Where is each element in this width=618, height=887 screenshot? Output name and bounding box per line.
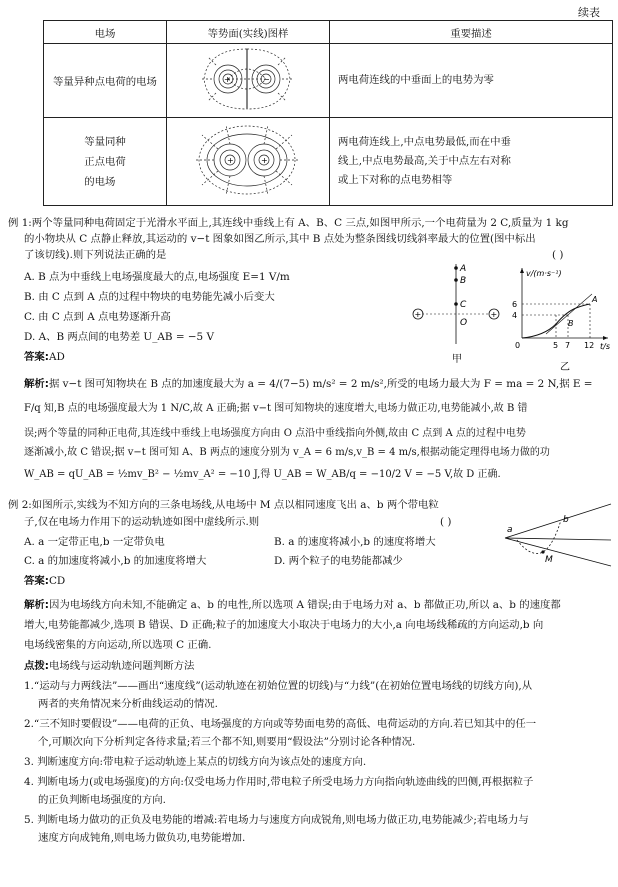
ex1-stem-line: 例 1:两个等量同种电荷固定于光滑水平面上,其连线中垂线上有 A、B、C 三点,如图甲所示,一个电荷量为 2 C,质量为 1 kg: [8, 217, 569, 229]
ex2-analysis-line: 电场线密集的方向运动,所以选项 C 正确.: [24, 639, 212, 651]
field-line: 等量同种: [84, 135, 126, 148]
analysis-label: 解析:: [24, 378, 49, 390]
track-a-label: a: [507, 525, 513, 535]
ex1-analysis-line: 逐渐减小,故 C 错误;据 v−t 图可知 A、B 两点的速度分别为 v_A = 6 m/s,v_B = 4 m/s,根据动能定理得电场力做的功: [24, 447, 550, 458]
point-m-label: M: [545, 555, 553, 565]
ex2-answer-paren: ( ): [440, 516, 452, 528]
ex1-stem-line: 的小物块从 C 点静止释放,其运动的 v−t 图象如图乙所示,其中 B 点处为整条图线切线斜率最大的位置(图中标出: [24, 233, 536, 245]
ex1-option-c: C. 由 C 点到 A 点电势逐渐升高: [24, 311, 171, 323]
field-name-cell: [44, 118, 167, 206]
tips-item-line: 1.“运动与力两线法”——画出“速度线”(运动轨迹在初始位置的切线)与“力线”(在初始位置电场线的切线方向),从: [24, 680, 533, 692]
svg-text:+: +: [414, 310, 422, 319]
tips-item-line: 2.“三不知时要假设”——电荷的正负、电场强度的方向或等势面电势的高低、电荷运动的方向.若已知其中的任一: [24, 718, 537, 730]
answer-label: 答案:: [24, 351, 49, 363]
ex1-option-d: D. A、B 两点间的电势差 U_AB = −5 V: [24, 331, 214, 343]
answer-value: AD: [48, 351, 65, 363]
ex1-analysis-line: [24, 377, 593, 391]
ex1-answer-paren: ( ): [552, 249, 564, 261]
ex1-option-b: B. 由 C 点到 A 点的过程中物块的电势能先减小后变大: [24, 291, 275, 303]
ex1-analysis-line: F/q 知,B 点的电场强度最大为 1 N/C,故 A 正确;据 v−t 图可知物块的速度增大,电场力做正功,电势能减小,故 B 错: [24, 403, 528, 414]
figure-yi: [506, 262, 612, 374]
header-field: 电场: [44, 21, 167, 44]
ex1-analysis-line: 误;两个等量的同种正电荷,其连线中垂线上电场强度方向由 O 点沿中垂线指向外侧,故由 C 点到 A 点的过程中电势: [24, 428, 526, 439]
answer-label: 答案:: [24, 575, 49, 587]
field-line: 正点电荷: [84, 155, 126, 168]
field-line: 的电场: [84, 175, 116, 188]
electric-field-table: [43, 20, 613, 206]
ex2-option-c: C. a 的加速度将减小,b 的加速度将增大: [24, 555, 207, 567]
ex1-stem-line: 了该切线).则下列说法正确的是: [24, 249, 167, 261]
tips-item-line: 两者的夹角情况来分析曲线运动的情况.: [38, 698, 218, 710]
tips-item-line: 的正负判断电场强度的方向.: [38, 794, 166, 806]
svg-text:+: +: [261, 156, 268, 165]
tips-title: [24, 659, 194, 673]
figure-jia: [408, 262, 502, 366]
curve-point-a: A: [592, 295, 598, 304]
ex1-answer: [24, 350, 65, 364]
ex2-option-a: A. a 一定带正电,b 一定带负电: [24, 536, 165, 548]
figure-yi-label: 乙: [560, 362, 570, 373]
pattern-cell: [167, 118, 330, 206]
row2-description-cell: [330, 118, 613, 206]
pattern-cell: [167, 44, 330, 118]
ex2-answer: [24, 574, 65, 588]
track-b-label: b: [563, 515, 569, 525]
table-header-row: [44, 21, 613, 44]
tips-item-line: 4. 判断电场力(或电场强度)的方向:仅受电场力作用时,带电粒子所受电场力方向指向轨迹曲线的凹侧,再根据粒子: [24, 776, 534, 788]
point-c-label: C: [460, 300, 467, 310]
table-row: [44, 44, 613, 118]
table-row: [44, 118, 613, 206]
opposite-charges-pattern: [168, 45, 326, 113]
ex2-stem-line: 子,仅在电场力作用下的运动轨迹如图中虚线所示.则: [24, 516, 260, 528]
svg-text:−: −: [263, 75, 270, 84]
ex1-analysis-line: W_AB = qU_AB = ½mv_B² − ½mv_A² = −10 J,得 U_AB = W_AB/q = −10/2 V = −5 V,故 D 正确.: [24, 469, 501, 480]
ex2-analysis-line: [24, 598, 561, 612]
tips-item-line: 5. 判断电场力做功的正负及电势能的增减:若电场力与速度方向成锐角,则电场力做正功,电势能减少;若电场力与: [24, 814, 529, 826]
tips-item-line: 3. 判断速度方向:带电粒子运动轨迹上某点的切线方向为该点处的速度方向.: [24, 756, 367, 768]
continued-label: 续表: [578, 6, 600, 19]
x-axis-label: t/s: [600, 342, 610, 351]
x-tick: 5: [553, 341, 559, 350]
svg-text:+: +: [227, 156, 234, 165]
ex2-stem-line: 例 2:如图所示,实线为不知方向的三条电场线,从电场中 M 点以相同速度飞出 a、b 两个带电粒: [8, 499, 439, 511]
y-axis-label: v/(m·s⁻¹): [526, 269, 562, 278]
desc-line: 两电荷连线上,中点电势最低,而在中垂: [338, 136, 511, 148]
analysis-label: 解析:: [24, 599, 49, 611]
point-o-label: O: [460, 318, 468, 328]
tips-title-text: 电场线与运动轨迹问题判断方法: [48, 660, 195, 672]
x-tick: 12: [584, 341, 595, 350]
tips-label: 点拨:: [24, 660, 49, 672]
analysis-text: 据 v−t 图可知物块在 B 点的加速度最大为 a = 4/(7−5) m/s² = 2 m/s²,所受的电场力最大为 F = ma = 2 N,据 E =: [48, 378, 593, 390]
point-b-label: B: [460, 276, 467, 286]
x-tick: 0: [515, 341, 521, 350]
x-tick: 7: [565, 341, 571, 350]
svg-text:+: +: [490, 310, 498, 319]
ex2-analysis-line: 增大,电势能都减少,选项 B 错误、D 正确;粒子的加速度大小取决于电场力的大小,a 向电场线稀疏的方向运动,b 向: [24, 619, 544, 631]
y-tick: 4: [512, 311, 518, 320]
header-pattern: 等势面(实线)图样: [167, 21, 330, 44]
figure-jia-label: 甲: [452, 354, 462, 365]
tips-item-line: 速度方向成钝角,则电场力做负功,电势能增加.: [38, 832, 246, 844]
field-name: 等量异种点电荷的电场: [44, 44, 167, 118]
row1-description: 两电荷连线的中垂面上的电势为零: [330, 44, 613, 118]
curve-point-b: B: [568, 319, 574, 328]
desc-line: 或上下对称的点电势相等: [338, 174, 453, 186]
svg-text:+: +: [224, 75, 231, 84]
tips-item-line: 个,可顺次向下分析判定各待求量;若三个都不知,则要用“假设法”分别讨论各种情况.: [38, 736, 416, 748]
point-a-label: A: [460, 264, 467, 274]
y-tick: 6: [512, 300, 518, 309]
ex2-option-d: D. 两个粒子的电势能都减少: [274, 555, 403, 567]
answer-value: CD: [48, 575, 66, 587]
figure-ex2: [503, 500, 613, 570]
analysis-text: 因为电场线方向未知,不能确定 a、b 的电性,所以选项 A 错误;由于电场力对 a、b 都做正功,所以 a、b 的速度都: [48, 599, 561, 611]
like-charges-pattern: [168, 119, 326, 201]
ex2-option-b: B. a 的速度将减小,b 的速度将增大: [274, 536, 436, 548]
ex1-option-a: A. B 点为中垂线上电场强度最大的点,电场强度 E=1 V/m: [24, 271, 290, 283]
desc-line: 线上,中点电势最高,关于中点左右对称: [338, 155, 511, 167]
header-description: 重要描述: [330, 21, 613, 44]
